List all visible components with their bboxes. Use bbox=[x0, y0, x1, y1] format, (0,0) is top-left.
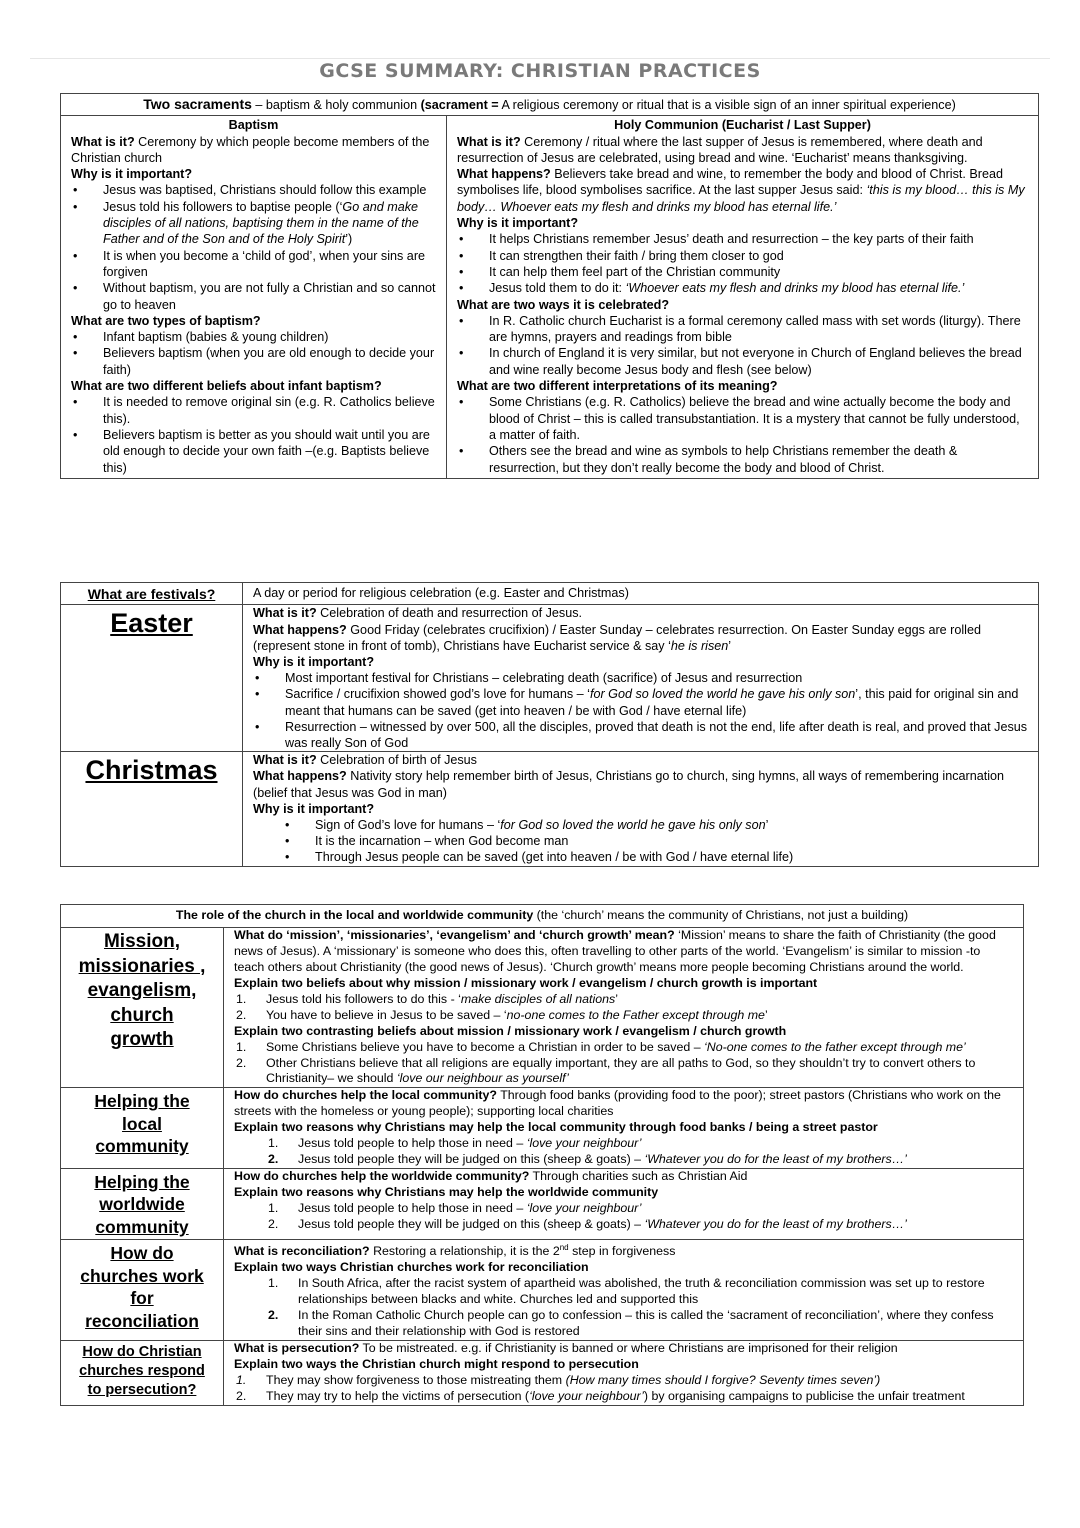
persecution-ways-question: Explain two ways the Christian church might respond to persecution bbox=[234, 1356, 639, 1371]
festivals-definition: A day or period for religious celebration (e.g. Easter and Christmas) bbox=[243, 583, 1039, 605]
list-item: • Through Jesus people can be saved (get into heaven / be with God / have eternal life) bbox=[253, 849, 1028, 865]
item-number: 2. bbox=[236, 1055, 247, 1070]
list-item: • It helps Christians remember Jesus’ death and resurrection – the key parts of their faith bbox=[457, 231, 1028, 247]
communion-interp-heading bbox=[457, 378, 1028, 394]
reconciliation-cell bbox=[224, 1240, 1024, 1341]
festivals-question: What are festivals? bbox=[61, 583, 243, 605]
mission-contrast-heading bbox=[234, 1024, 1013, 1040]
festivals-table bbox=[60, 582, 1039, 867]
text: Jesus told his followers to do this - ‘ bbox=[266, 991, 461, 1006]
list-item: • In R. Catholic church Eucharist is a formal ceremony called mass with set words (liturgy). There are hymns, prayers and readings from bible bbox=[457, 313, 1028, 346]
item-number: 1. bbox=[268, 1136, 279, 1151]
text: Jesus told his followers to baptise people (‘ bbox=[103, 199, 343, 214]
text: ’, this paid for original sin and meant that humans can be saved (get into heaven / be with God / have eternal life) bbox=[285, 687, 1019, 718]
quote: ‘Whatever you do for the least of my brothers…’ bbox=[644, 1216, 907, 1231]
text: Some Christians believe you have to become a Christian in order to be saved – bbox=[266, 1039, 705, 1054]
communion-heading bbox=[457, 117, 1028, 133]
worldwide-community-label bbox=[61, 1168, 224, 1240]
list-item: • Without baptism, you are not fully a Christian and so cannot go to heaven bbox=[71, 280, 436, 313]
text: You have to believe in Jesus to be saved – ‘ bbox=[266, 1007, 507, 1022]
christmas-why-list bbox=[253, 817, 1028, 866]
christmas-happens-question: What happens? bbox=[253, 769, 347, 784]
quote: ‘Whatever you do for the least of my brothers…’ bbox=[644, 1151, 907, 1166]
quote: ‘love your neighbour’ bbox=[526, 1200, 642, 1215]
communion-what-answer: Ceremony / ritual where the last supper of Jesus is remembered, where death and resurrection of Jesus are celebrated, using bread and wine. ‘Eucharist’ means thanksgiving. bbox=[457, 134, 983, 165]
label-line: How do Christian bbox=[82, 1343, 202, 1360]
persecution-what-question: What is persecution? bbox=[234, 1340, 360, 1355]
worldwide-how bbox=[234, 1169, 1013, 1185]
communion-ways-question: What are two ways it is celebrated? bbox=[457, 297, 670, 312]
communion-ways-heading bbox=[457, 297, 1028, 313]
persecution-label bbox=[61, 1340, 224, 1405]
baptism-beliefs-question: What are two different beliefs about infant baptism? bbox=[71, 379, 382, 394]
mission-contrast-list bbox=[234, 1040, 1013, 1088]
mission-contrast-question: Explain two contrasting beliefs about mission / missionary work / evangelism / church growth bbox=[234, 1023, 787, 1038]
worldwide-how-question: How do churches help the worldwide community? bbox=[234, 1168, 530, 1183]
sacraments-def-label: (sacrament = bbox=[420, 98, 499, 112]
ordinal-suffix: nd bbox=[559, 1243, 569, 1253]
persecution-cell bbox=[224, 1340, 1024, 1405]
baptism-what-question: What is it? bbox=[71, 134, 135, 149]
list-item: • Most important festival for Christians – celebrating death (sacrifice) of Jesus and resurrection bbox=[253, 670, 1028, 686]
persecution-ways-list bbox=[234, 1373, 1013, 1405]
quote: ‘No-one comes to the father except through me’ bbox=[704, 1039, 966, 1054]
worldwide-how-answer: Through charities such as Christian Aid bbox=[529, 1168, 748, 1183]
text: ’) bbox=[345, 232, 353, 247]
list-item bbox=[457, 280, 1028, 296]
sacraments-header-title: Two sacraments bbox=[143, 96, 252, 112]
text: Sign of God’s love for humans – ‘ bbox=[315, 817, 501, 832]
list-item: • Others see the bread and wine as symbols to help Christians remember the death & resurrection, but they don’t really become the body and blood of Christ. bbox=[457, 443, 1028, 476]
sacraments-header-text: – baptism & holy communion bbox=[251, 98, 421, 112]
label-line: Helping the bbox=[94, 1171, 190, 1192]
list-item bbox=[234, 1008, 1013, 1024]
list-item bbox=[234, 1056, 1013, 1088]
list-item: • It is needed to remove original sin (e.g. R. Catholics believe this). bbox=[71, 394, 436, 427]
persecution-what bbox=[234, 1341, 1013, 1357]
worldwide-community-cell bbox=[224, 1168, 1024, 1240]
christmas-what-answer: Celebration of birth of Jesus bbox=[316, 753, 477, 768]
item-number: 1. bbox=[268, 1276, 279, 1291]
text: Other Christians believe that all religions are equally important, they are all paths to God, so they shouldn’t try to convert others to Christianity– we should bbox=[266, 1055, 976, 1086]
baptism-heading bbox=[71, 117, 436, 133]
item-number: 2. bbox=[236, 1388, 247, 1403]
text: They may show forgiveness to those mistreating them bbox=[266, 1372, 566, 1387]
title-rule bbox=[30, 58, 1050, 59]
communion-what-question: What is it? bbox=[457, 134, 521, 149]
baptism-why-question: Why is it important? bbox=[71, 167, 193, 182]
list-item: • In church of England it is very similar, but not everyone in Church of England believes the bread and wine really become Jesus body and flesh (see below) bbox=[457, 345, 1028, 378]
list-item: • Believers baptism is better as you should wait until you are old enough to decide your own faith –(e.g. Baptists believe this) bbox=[71, 427, 436, 476]
text: Sacrifice / crucifixion showed god’s love for humans – ‘ bbox=[285, 687, 590, 702]
mission-beliefs-heading bbox=[234, 976, 1013, 992]
easter-happens-question: What happens? bbox=[253, 622, 347, 637]
communion-why-list bbox=[457, 231, 1028, 296]
communion-interp-list bbox=[457, 394, 1028, 475]
list-item bbox=[234, 1152, 1013, 1168]
label-line: churches work bbox=[80, 1265, 204, 1286]
worldwide-reasons-list bbox=[234, 1201, 1013, 1233]
list-item bbox=[234, 1040, 1013, 1056]
item-number: 2. bbox=[268, 1308, 279, 1323]
label-line: to persecution? bbox=[87, 1381, 197, 1398]
baptism-why-list bbox=[71, 182, 436, 312]
baptism-what-answer: Ceremony by which people become members of the Christian church bbox=[71, 134, 430, 165]
quote: (How many times should I forgive? Seventy times seven’) bbox=[565, 1372, 881, 1387]
easter-cell bbox=[243, 605, 1039, 752]
easter-what-answer: Celebration of death and resurrection of Jesus. bbox=[316, 606, 582, 621]
christmas-what bbox=[253, 752, 1028, 768]
label-line: Helping the bbox=[94, 1091, 190, 1112]
local-reasons-question: Explain two reasons why Christians may help the local community through food banks / being a street pastor bbox=[234, 1120, 878, 1135]
communion-interp-question: What are two different interpretations of its meaning? bbox=[457, 379, 778, 394]
reconciliation-ways-list bbox=[234, 1276, 1013, 1340]
item-number: 2. bbox=[268, 1216, 279, 1231]
quote: ‘this is my blood… this is My body… Whoever eats my flesh and drinks my blood has eternal life.’ bbox=[457, 183, 1025, 214]
local-how-answer: Through food banks (providing food to the poor); street pastors (Christians who work on the streets with the homeless or young people); supporting local charities bbox=[234, 1088, 1001, 1119]
text: Jesus told them to do it: bbox=[489, 281, 626, 296]
text: Jesus told people to help those in need – bbox=[298, 1136, 527, 1151]
local-reasons-list bbox=[234, 1136, 1013, 1168]
list-item bbox=[234, 992, 1013, 1008]
text: step in forgiveness bbox=[568, 1244, 676, 1259]
label-line: evangelism, bbox=[87, 980, 197, 1002]
list-item bbox=[234, 1201, 1013, 1217]
reconciliation-ways-question: Explain two ways Christian churches work for reconciliation bbox=[234, 1260, 589, 1275]
communion-cell bbox=[447, 116, 1039, 479]
worldwide-reasons-heading bbox=[234, 1185, 1013, 1201]
reconciliation-label bbox=[61, 1240, 224, 1341]
list-item: • Some Christians (e.g. R. Catholics) believe the bread and wine actually become the body and blood of Christ – this is called transubstantiation. It is a mystery that cannot be fully understood, a matter of faith. bbox=[457, 394, 1028, 443]
text: ’ bbox=[728, 638, 732, 653]
text: Jesus told people they will be judged on this (sheep & goats) – bbox=[298, 1216, 645, 1231]
local-how-question: How do churches help the local community? bbox=[234, 1088, 497, 1103]
item-number: 2. bbox=[268, 1151, 279, 1166]
easter-what-question: What is it? bbox=[253, 606, 317, 621]
mission-what-answer: ‘Mission’ means to share the faith of Christianity (the good news of Jesus). A ‘missionary’ is someone who does this, often travelling to other parts of the world. ‘Evangelism’ is similar to mission -to teach others about Christianity (the good news of Jesus). ‘Church growth’ means more people becoming Christians around the world. bbox=[234, 928, 996, 975]
quote: Go and make disciples of all nations, baptising them in the name of the Father and of the Son and of the Holy Spirit bbox=[103, 199, 419, 247]
list-item bbox=[234, 1373, 1013, 1389]
church-role-subtitle: (the ‘church’ means the community of Christians, not just a building) bbox=[533, 908, 909, 922]
mission-beliefs-list bbox=[234, 992, 1013, 1024]
list-item bbox=[234, 1308, 1013, 1340]
item-number: 2. bbox=[236, 1007, 247, 1022]
communion-ways-list bbox=[457, 313, 1028, 378]
christmas-label: Christmas bbox=[61, 752, 243, 866]
christmas-happens-answer: Nativity story help remember birth of Jesus, Christians go to church, sing hymns, all ways of remembering incarnation (belief that Jesus was God in man) bbox=[253, 769, 1005, 800]
list-item bbox=[253, 686, 1028, 718]
local-how bbox=[234, 1088, 1013, 1120]
baptism-types-heading bbox=[71, 313, 436, 329]
item-number: 1. bbox=[236, 991, 247, 1006]
label-line: community bbox=[95, 1136, 189, 1157]
communion-why-heading bbox=[457, 215, 1028, 231]
item-number: 1. bbox=[268, 1200, 279, 1215]
text: Jesus told people to help those in need – bbox=[298, 1200, 527, 1215]
item-number: 1. bbox=[236, 1372, 247, 1387]
easter-why-list bbox=[253, 670, 1028, 751]
communion-happens-question: What happens? bbox=[457, 167, 551, 182]
label-line: How do bbox=[110, 1243, 174, 1264]
mission-what bbox=[234, 928, 1013, 976]
list-item bbox=[253, 817, 1028, 833]
label-line: Mission, bbox=[103, 931, 180, 953]
sacraments-header bbox=[61, 94, 1039, 116]
reconciliation-ways-heading bbox=[234, 1260, 1013, 1276]
sacraments-def-text: A religious ceremony or ritual that is a visible sign of an inner spiritual experience) bbox=[498, 98, 956, 112]
page-title: GCSE SUMMARY: CHRISTIAN PRACTICES bbox=[319, 60, 761, 82]
baptism-beliefs-list bbox=[71, 394, 436, 475]
worldwide-reasons-question: Explain two reasons why Christians may help the worldwide community bbox=[234, 1184, 659, 1199]
label-line: churches respond bbox=[79, 1362, 205, 1379]
mission-label bbox=[61, 928, 224, 1088]
text: Jesus told people they will be judged on this (sheep & goats) – bbox=[298, 1151, 645, 1166]
list-item bbox=[234, 1217, 1013, 1233]
mission-beliefs-question: Explain two beliefs about why mission / missionary work / evangelism / church growth is important bbox=[234, 976, 818, 991]
list-item: • It can strengthen their faith / bring them closer to god bbox=[457, 248, 1028, 264]
christmas-why-question: Why is it important? bbox=[253, 801, 375, 816]
church-role-header bbox=[61, 905, 1024, 928]
easter-happens-answer: Good Friday (celebrates crucifixion) / Easter Sunday – celebrates resurrection. On Easter Sunday eggs are rolled (represent stone in front of tomb), Christians have Eucharist service & say ‘ bbox=[253, 622, 981, 653]
text: In South Africa, after the racist system of apartheid was abolished, the truth & reconciliation commission was set up to restore relationships between blacks and white. Churches led and supported this bbox=[298, 1276, 985, 1307]
baptism-cell bbox=[61, 116, 447, 479]
label-line: reconciliation bbox=[85, 1310, 199, 1331]
quote: make disciples of all nations bbox=[460, 991, 616, 1006]
easter-why-heading bbox=[253, 654, 1028, 670]
communion-happens bbox=[457, 166, 1028, 215]
list-item: • Jesus was baptised, Christians should follow this example bbox=[71, 182, 436, 198]
communion-heading-text: Holy Communion (Eucharist / Last Supper) bbox=[614, 118, 871, 133]
text: ’ bbox=[765, 817, 769, 832]
item-number: 1. bbox=[236, 1039, 247, 1054]
local-reasons-heading bbox=[234, 1120, 1013, 1136]
list-item bbox=[234, 1276, 1013, 1308]
list-item bbox=[234, 1136, 1013, 1152]
quote: ‘Whoever eats my flesh and drinks my blood has eternal life.’ bbox=[625, 281, 965, 296]
communion-what bbox=[457, 134, 1028, 167]
communion-why-question: Why is it important? bbox=[457, 216, 579, 231]
sacraments-table bbox=[60, 93, 1039, 479]
label-line: local bbox=[122, 1113, 162, 1134]
church-role-title: The role of the church in the local and worldwide community bbox=[175, 908, 534, 922]
easter-why-question: Why is it important? bbox=[253, 654, 375, 669]
text: ) by organising campaigns to publicise the unfair treatment bbox=[643, 1388, 965, 1403]
quote: for God so loved the world he gave his only son bbox=[589, 687, 856, 702]
quote: he is risen bbox=[670, 638, 729, 653]
christmas-cell bbox=[243, 752, 1039, 866]
church-role-table bbox=[60, 904, 1024, 1406]
local-community-label bbox=[61, 1088, 224, 1169]
label-line: church bbox=[110, 1004, 174, 1026]
text: In the Roman Catholic Church people can go to confession – this is called the ‘sacrament of reconciliation’, where they confess their sins and their relationship with God is restored bbox=[298, 1308, 994, 1339]
list-item bbox=[234, 1389, 1013, 1405]
quote: for God so loved the world he gave his only son bbox=[500, 817, 766, 832]
baptism-beliefs-heading bbox=[71, 378, 436, 394]
easter-label: Easter bbox=[61, 605, 243, 752]
label-line: worldwide bbox=[99, 1194, 185, 1215]
local-community-cell bbox=[224, 1088, 1024, 1169]
mission-cell bbox=[224, 928, 1024, 1088]
list-item bbox=[71, 199, 436, 248]
reconciliation-what-answer: Restoring a relationship, it is the 2 bbox=[369, 1244, 560, 1259]
list-item: • It can help them feel part of the Christian community bbox=[457, 264, 1028, 280]
baptism-types-question: What are two types of baptism? bbox=[71, 313, 261, 328]
baptism-what bbox=[71, 134, 436, 167]
quote: no-one comes to the Father except through me bbox=[506, 1007, 765, 1022]
baptism-why-heading bbox=[71, 166, 436, 182]
christmas-what-question: What is it? bbox=[253, 753, 317, 768]
text: ’ bbox=[615, 991, 618, 1006]
christmas-happens bbox=[253, 768, 1028, 800]
baptism-heading-text: Baptism bbox=[228, 118, 279, 133]
christmas-why-heading bbox=[253, 801, 1028, 817]
quote: ‘love our neighbour as yourself’ bbox=[396, 1071, 569, 1086]
label-line: for bbox=[130, 1288, 154, 1309]
communion-happens-answer: Believers take bread and wine, to remember the body and blood of Christ. Bread symbolises life, blood symbolises sacrifice. At the last supper Jesus said: bbox=[457, 167, 1003, 198]
list-item: • It is the incarnation – when God become man bbox=[253, 833, 1028, 849]
mission-what-question: What do ‘mission’, ‘missionaries’, ‘evangelism’ and ‘church growth’ mean? bbox=[234, 928, 675, 943]
baptism-types-list bbox=[71, 329, 436, 378]
easter-what bbox=[253, 605, 1028, 621]
text: ’ bbox=[764, 1007, 768, 1022]
reconciliation-what-question: What is reconciliation? bbox=[234, 1244, 370, 1259]
reconciliation-what bbox=[234, 1240, 1013, 1260]
label-line: missionaries , bbox=[78, 955, 206, 977]
list-item: • Infant baptism (babies & young children) bbox=[71, 329, 436, 345]
list-item: • Resurrection – witnessed by over 500, all the disciples, proved that death is not the end, life after death is real, and proved that Jesus was really Son of God bbox=[253, 719, 1028, 751]
easter-happens bbox=[253, 622, 1028, 654]
persecution-ways-heading bbox=[234, 1357, 1013, 1373]
persecution-what-answer: To be mistreated. e.g. if Christianity is banned or where Christians are imprisoned for their religion bbox=[359, 1340, 898, 1355]
text: They may try to help the victims of persecution ( bbox=[266, 1388, 530, 1403]
list-item: • Believers baptism (when you are old enough to decide your faith) bbox=[71, 345, 436, 378]
quote: ‘love your neighbour’ bbox=[529, 1388, 644, 1403]
label-line: growth bbox=[110, 1029, 174, 1051]
list-item: • It is when you become a ‘child of god’, when your sins are forgiven bbox=[71, 248, 436, 281]
quote: ‘love your neighbour’ bbox=[526, 1136, 642, 1151]
label-line: community bbox=[95, 1216, 189, 1237]
